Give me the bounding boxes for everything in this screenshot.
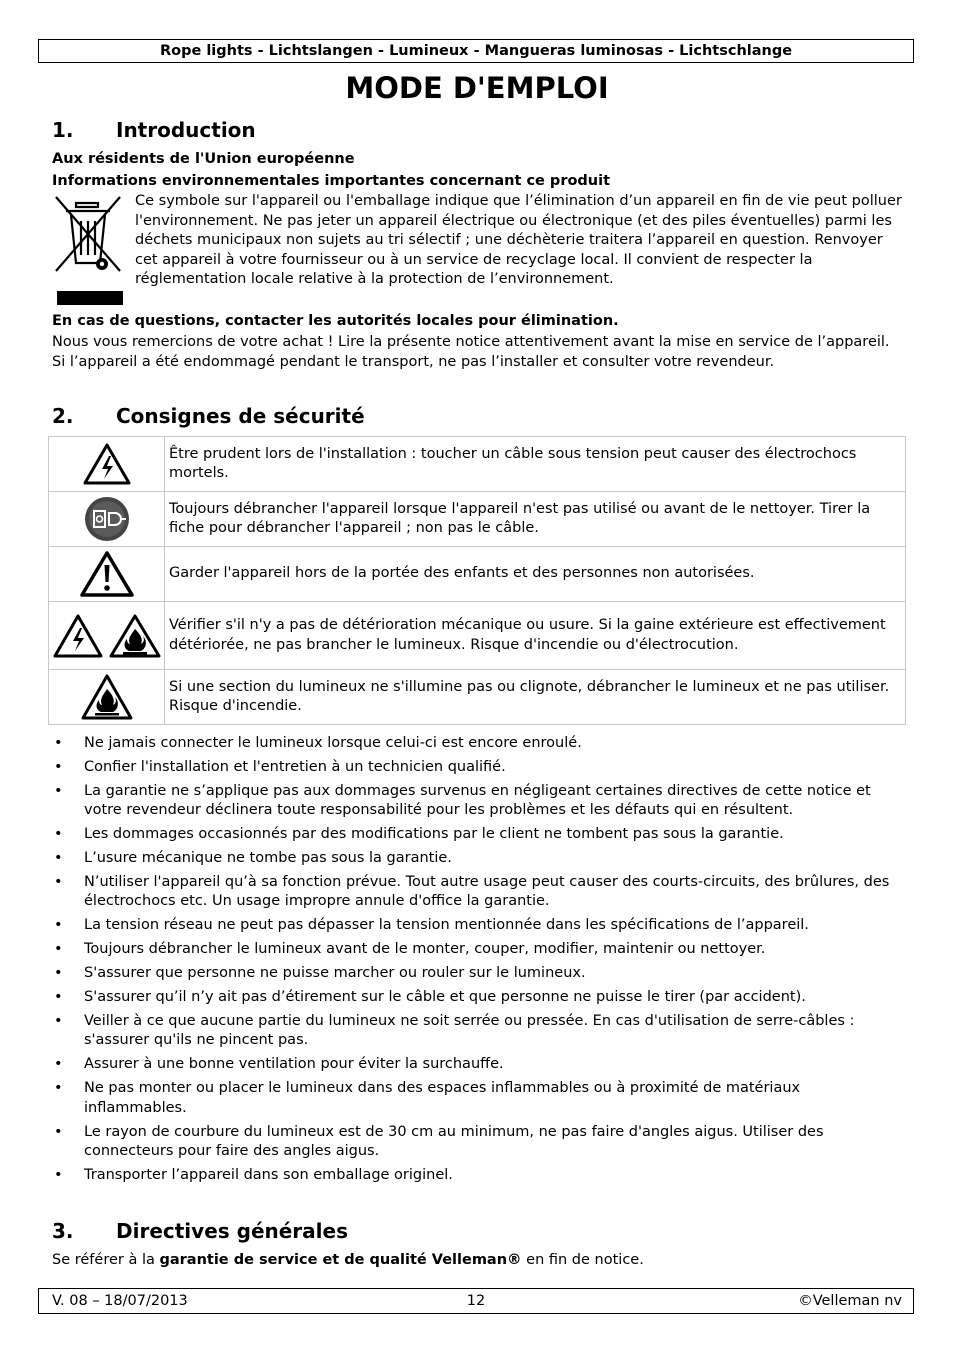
unplug-icon [83, 495, 131, 543]
section-number: 3. [52, 1219, 74, 1243]
safety-icon-cell [49, 492, 165, 547]
list-item: • Ne pas monter ou placer le lumineux dans des espaces inflammables ou à proximité de matériaux inflammables. [52, 1079, 904, 1118]
fire-hazard-icon [81, 673, 133, 721]
list-item: • Les dommages occasionnés par des modifications par le client ne tombent pas sous la garantie. [52, 825, 904, 845]
section-heading-safety [52, 403, 365, 429]
safety-row [49, 492, 906, 547]
safety-row [49, 602, 906, 670]
page-footer [38, 1288, 914, 1314]
list-item: • L’usure mécanique ne tombe pas sous la garantie. [52, 849, 904, 869]
safety-row [49, 437, 906, 492]
section-title: Directives générales [116, 1219, 348, 1243]
page-header: Rope lights - Lichtslangen - Lumineux - Mangueras luminosas - Lichtschlange [38, 39, 914, 63]
list-item: • Confier l'installation et l'entretien à un technicien qualifié. [52, 758, 904, 778]
list-item: • Le rayon de courbure du lumineux est de 30 cm au minimum, ne pas faire d'angles aigus. Utiliser des connecteurs pour faire des angles aigus. [52, 1123, 904, 1162]
safety-text: Toujours débrancher l'appareil lorsque l'appareil n'est pas utilisé ou avant de le nettoyer. Tirer la fiche pour débrancher l'appareil ; non pas le câble. [165, 492, 906, 547]
electric-and-fire-hazard-icons [53, 611, 161, 661]
warranty-reference [52, 1251, 644, 1271]
list-item: • S'assurer qu’il n’y ait pas d’étirement sur le câble et que personne ne puisse le tirer (par accident). [52, 988, 904, 1008]
list-item: • Ne jamais connecter le lumineux lorsque celui-ci est encore enroulé. [52, 734, 904, 754]
electric-hazard-icon [82, 442, 132, 486]
list-item: • Toujours débrancher le lumineux avant de le monter, couper, modifier, maintenir ou nettoyer. [52, 940, 904, 960]
safety-instructions-table [48, 436, 906, 725]
warranty-text-bold: garantie de service et de qualité Velleman® [159, 1252, 522, 1268]
page-number: 12 [466, 1293, 486, 1309]
section-title: Introduction [116, 118, 256, 142]
safety-text: Si une section du lumineux ne s'illumine pas ou clignote, débrancher le lumineux et ne pas utiliser. Risque d'incendie. [165, 670, 906, 725]
list-item: • Transporter l’appareil dans son emballage originel. [52, 1166, 904, 1186]
section-heading-introduction [52, 117, 256, 143]
eu-residents-subheading: Aux résidents de l'Union européenne [52, 151, 355, 167]
list-item: • N’utiliser l'appareil qu’à sa fonction prévue. Tout autre usage peut causer des courts-circuits, des brûlures, des électrochocs etc. Un usage impropre annule d'office la garantie. [52, 873, 904, 912]
warranty-text-before: Se référer à la [52, 1252, 160, 1268]
version-date: V. 08 – 18/07/2013 [52, 1293, 188, 1309]
safety-icon-cell [49, 437, 165, 492]
safety-icon-cell [49, 602, 165, 670]
environment-subheading: Informations environnementales importantes concernant ce produit [52, 173, 611, 189]
weee-crossed-bin-icon [52, 193, 124, 305]
safety-icon-cell [49, 547, 165, 602]
list-item: • La tension réseau ne peut pas dépasser la tension mentionnée dans les spécifications de l’appareil. [52, 916, 904, 936]
copyright: ©Velleman nv [798, 1293, 902, 1309]
electric-hazard-icon [55, 616, 101, 656]
safety-text: Vérifier s'il n'y a pas de détérioration mécanique ou usure. Si la gaine extérieure est effectivement détériorée, ne pas brancher le lumineux. Risque d'incendie ou d'électrocution. [165, 602, 906, 670]
safety-icon-cell [49, 670, 165, 725]
safety-bullet-list [52, 734, 904, 1190]
list-item: • Assurer à une bonne ventilation pour éviter la surchauffe. [52, 1055, 904, 1075]
section-number: 2. [52, 404, 74, 428]
safety-text: Garder l'appareil hors de la portée des enfants et des personnes non autorisées. [165, 547, 906, 602]
thank-you-paragraph: Nous vous remercions de votre achat ! Lire la présente notice attentivement avant la mise en service de l’appareil. Si l’appareil a été endommagé pendant le transport, ne pas l’installer et consulter votre revendeur. [52, 334, 890, 370]
section-number: 1. [52, 118, 74, 142]
fire-hazard-icon [111, 616, 159, 656]
warning-icon [79, 550, 135, 598]
safety-text: Être prudent lors de l'installation : toucher un câble sous tension peut causer des électrochocs mortels. [165, 437, 906, 492]
list-item: • S'assurer que personne ne puisse marcher ou rouler sur le lumineux. [52, 964, 904, 984]
main-title: MODE D'EMPLOI [345, 71, 609, 105]
warranty-text-after: en fin de notice. [521, 1252, 644, 1268]
section-heading-general-directives [52, 1218, 348, 1244]
section-title: Consignes de sécurité [116, 404, 365, 428]
questions-note: En cas de questions, contacter les autorités locales pour élimination. [52, 313, 619, 329]
list-item: • La garantie ne s’applique pas aux dommages survenus en négligeant certaines directives de cette notice et votre revendeur déclinera toute responsabilité pour les problèmes et les défauts qui en résultent. [52, 782, 904, 821]
safety-row [49, 670, 906, 725]
list-item: • Veiller à ce que aucune partie du lumineux ne soit serrée ou pressée. En cas d'utilisation de serre-câbles : s'assurer qu'ils ne pincent pas. [52, 1012, 904, 1051]
safety-row [49, 547, 906, 602]
weee-disposal-text: Ce symbole sur l'appareil ou l'emballage indique que l’élimination d’un appareil en fin de vie peut polluer l'environnement. Ne pas jeter un appareil électrique ou électronique (et des piles éventuelles) parmi les déchets municipaux non sujets au tri sélectif ; une déchèterie traitera l’appareil en question. Renvoyer cet appareil à votre fournisseur ou à un service de recyclage local. Il convient de respecter la réglementation locale relative à la protection de l’environnement. [135, 193, 902, 287]
